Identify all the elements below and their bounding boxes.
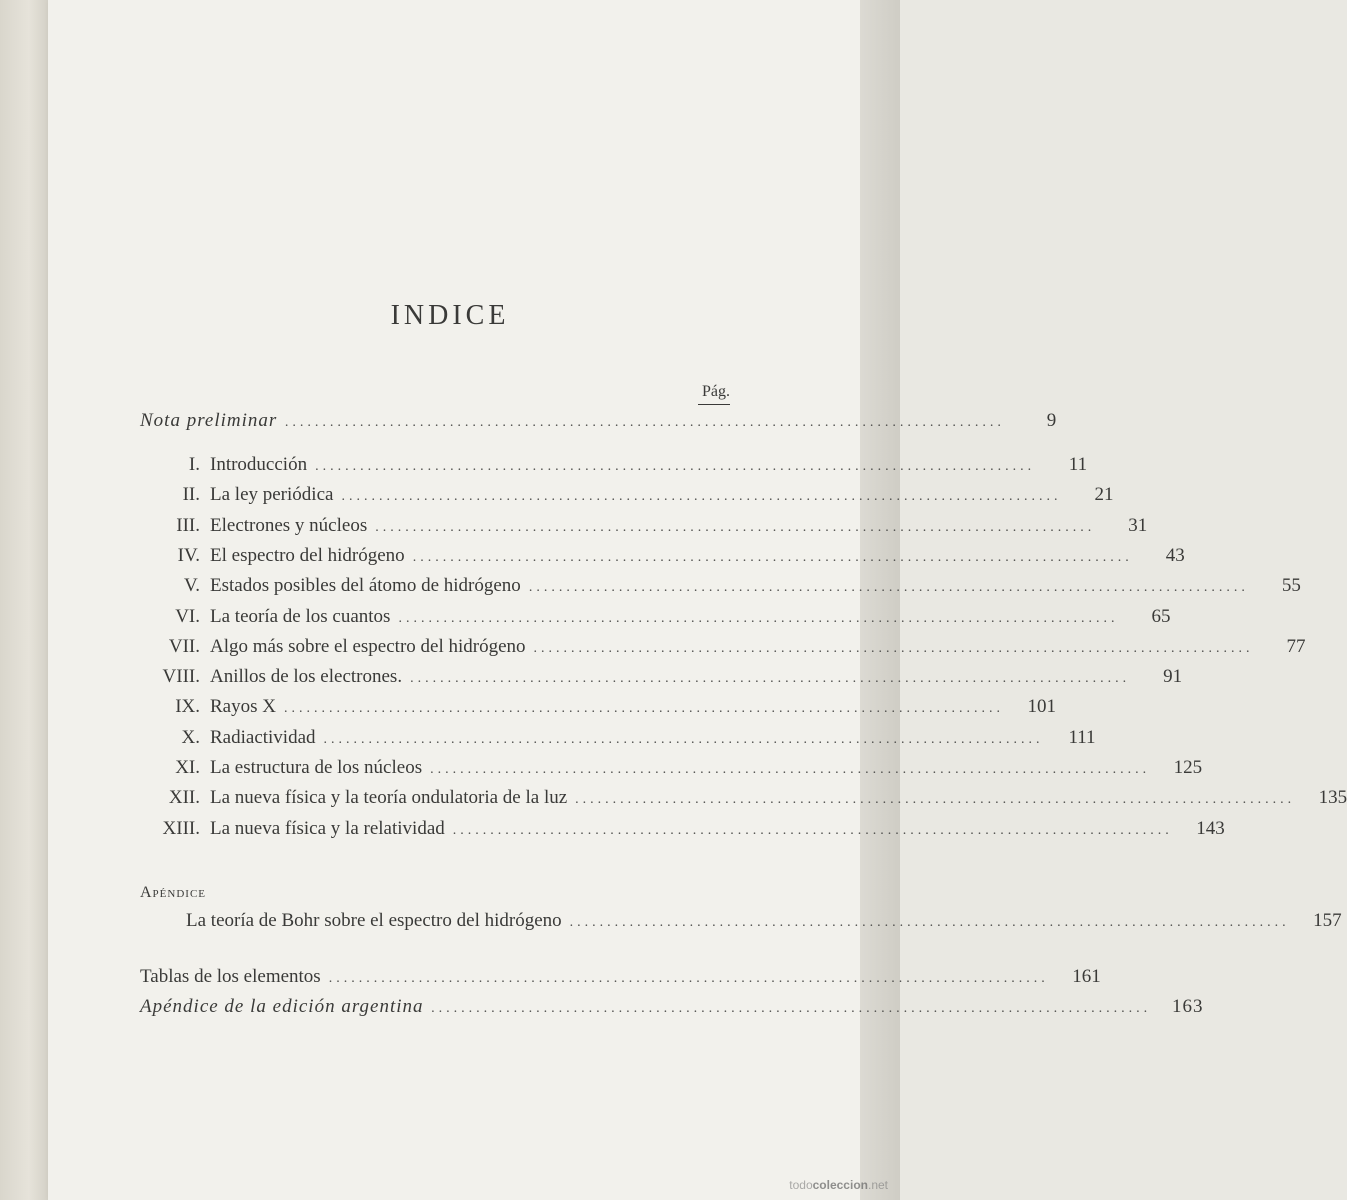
leader-dots: ................................................................................................ xyxy=(430,762,1151,777)
chapter-number: IX. xyxy=(175,696,200,718)
leader-dots: ................................................................................................ xyxy=(315,459,1036,474)
leader-dots: ................................................................................................ xyxy=(431,1001,1152,1016)
toc-entry-label: Tablas de los elementos xyxy=(140,966,321,987)
toc-entry-chapter xyxy=(140,726,1096,757)
leader-dots: ................................................................................................ xyxy=(575,792,1296,808)
page-column-rule xyxy=(698,404,730,405)
toc-entry-label: Electrones y núcleos xyxy=(210,514,368,536)
leader-dots: ................................................................................................ xyxy=(285,415,1006,430)
toc-entry-tablas xyxy=(140,966,1101,996)
toc-entry-chapter xyxy=(140,787,1347,817)
toc-entry-page: 55 xyxy=(1281,575,1301,597)
toc-entry-label: La ley periódica xyxy=(210,484,334,506)
watermark-brand: coleccion xyxy=(812,1178,868,1192)
chapter-number: IV. xyxy=(177,544,200,566)
chapter-number: VIII. xyxy=(162,666,200,688)
toc-entry-page: 143 xyxy=(1196,817,1225,839)
toc-entry-label: Apéndice de la edición argentina xyxy=(140,996,424,1017)
toc-entry-label: El espectro del hidrógeno xyxy=(210,544,405,566)
toc-entry-chapter xyxy=(140,454,1088,484)
leader-dots: ................................................................................................ xyxy=(375,519,1096,535)
toc-entry-label: La nueva física y la teoría ondulatoria de la luz xyxy=(210,787,568,809)
chapter-number: III. xyxy=(176,514,200,536)
leader-dots: ................................................................................................ xyxy=(569,915,1290,930)
leader-dots: ................................................................................................ xyxy=(283,701,1004,717)
toc-entry-page: 9 xyxy=(1046,410,1058,431)
chapter-number: VI. xyxy=(175,605,200,627)
toc-entry-chapter xyxy=(140,817,1225,848)
toc-entry-page: 161 xyxy=(1072,966,1101,987)
toc-entry-page: 77 xyxy=(1286,635,1306,657)
chapter-number: V. xyxy=(183,575,200,597)
toc-entry-page: 91 xyxy=(1163,666,1183,688)
chapter-number: I. xyxy=(188,454,200,475)
toc-entry-apendice xyxy=(140,910,1342,940)
toc-entry-chapter xyxy=(140,484,1114,514)
toc-entry-chapter xyxy=(140,696,1056,726)
book-spine xyxy=(0,0,49,1200)
toc-entry-page: 21 xyxy=(1094,484,1114,506)
chapter-number: XI. xyxy=(175,757,200,778)
toc-entry-page: 43 xyxy=(1165,544,1185,566)
toc-entry-page: 135 xyxy=(1318,787,1347,809)
watermark xyxy=(789,1178,888,1192)
toc-entry-label: La nueva física y la relatividad xyxy=(210,817,445,839)
toc-entry-page: 125 xyxy=(1173,757,1203,778)
toc-entry-label: La teoría de Bohr sobre el espectro del hidrógeno xyxy=(186,910,562,931)
toc-entry-label: Introducción xyxy=(210,454,308,475)
leader-dots: ................................................................................................ xyxy=(412,549,1133,565)
toc-entry-label: Anillos de los electrones. xyxy=(210,666,403,688)
toc-entry-chapter xyxy=(140,666,1183,696)
page-edge-shadow xyxy=(860,0,900,1200)
leader-dots: ................................................................................................ xyxy=(328,971,1049,986)
chapter-number: X. xyxy=(181,726,200,748)
page-column-header: Pág. xyxy=(702,383,730,400)
toc-entry-label: La teoría de los cuantos xyxy=(210,605,391,627)
leader-dots: ................................................................................................ xyxy=(323,731,1044,747)
page-title: INDICE xyxy=(390,300,510,331)
toc-entry-chapter xyxy=(140,757,1203,787)
toc-entry-label: Rayos X xyxy=(210,696,276,718)
toc-entry-page: 65 xyxy=(1151,605,1171,627)
toc-entry-page: 111 xyxy=(1068,726,1096,748)
leader-dots: ................................................................................................ xyxy=(341,489,1062,505)
toc-entry-label: Nota preliminar xyxy=(140,410,278,431)
chapter-number: XII. xyxy=(168,787,200,809)
leader-dots: ................................................................................................ xyxy=(410,671,1131,687)
toc-entry-label: Radiactividad xyxy=(210,726,316,748)
toc-entry-chapter xyxy=(140,514,1148,545)
toc-entry-chapter xyxy=(140,635,1306,666)
toc-entry-page: 163 xyxy=(1172,996,1204,1017)
toc-entry-page: 157 xyxy=(1313,910,1342,931)
toc-entry-page: 11 xyxy=(1068,454,1088,475)
watermark-prefix: todo xyxy=(789,1178,813,1192)
chapter-number: II. xyxy=(182,484,200,506)
toc-entry-label: La estructura de los núcleos xyxy=(210,757,423,778)
toc-entry-nota xyxy=(140,410,1058,440)
chapter-number: VII. xyxy=(168,635,200,657)
toc-entry-chapter xyxy=(140,575,1301,605)
toc-entry-label: Algo más sobre el espectro del hidrógeno xyxy=(210,635,526,657)
toc-entry-label: Estados posibles del átomo de hidrógeno xyxy=(210,575,521,597)
toc-entry-page: 101 xyxy=(1027,696,1056,718)
toc-entry-page: 31 xyxy=(1128,514,1148,536)
leader-dots: ................................................................................................ xyxy=(528,580,1249,596)
toc-entry-chapter xyxy=(140,605,1171,636)
leader-dots: ................................................................................................ xyxy=(398,610,1119,626)
leader-dots: ................................................................................................ xyxy=(533,640,1254,656)
chapter-number: XIII. xyxy=(162,817,200,839)
leader-dots: ................................................................................................ xyxy=(452,822,1173,838)
watermark-suffix: .net xyxy=(867,1178,888,1192)
toc-entry-chapter xyxy=(140,544,1185,575)
apendice-heading: Apéndice xyxy=(140,884,206,901)
toc-entry-apendice-argentina xyxy=(140,996,1204,1026)
